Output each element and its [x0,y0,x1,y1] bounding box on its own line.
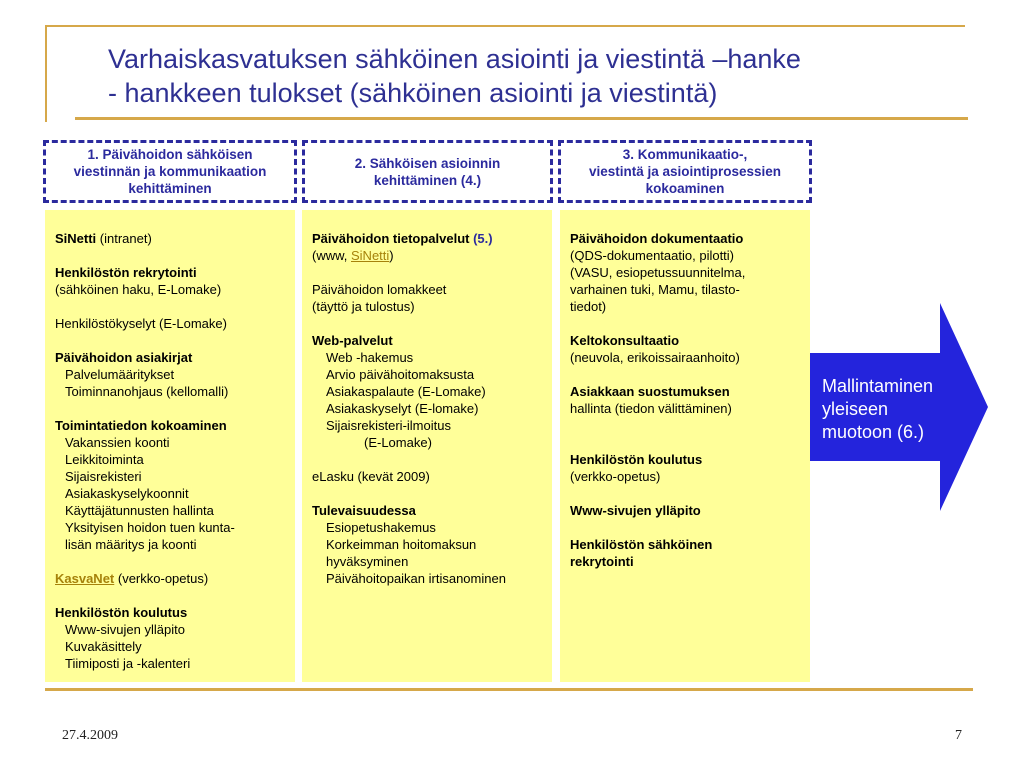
web-palvelut-heading: Web-palvelut [312,333,393,348]
list-item: Kuvakäsittely [65,639,142,654]
dokumentaatio-heading: Päivähoidon dokumentaatio [570,231,744,246]
header-1-line-1: 1. Päivähoidon sähköisen [87,147,253,162]
tulevaisuudessa-heading: Tulevaisuudessa [312,503,416,518]
header-box-3 [558,140,812,203]
footer-date: 27.4.2009 [62,728,118,743]
column-2 [302,210,552,682]
tietopalvelut-heading: Päivähoidon tietopalvelut [312,231,474,246]
slide-title [108,42,988,110]
www-yllapito-heading: Www-sivujen ylläpito [570,503,701,518]
arrow-label [822,375,972,444]
list-item: Yksityisen hoidon tuen kunta- [65,520,235,535]
list-item: Tiimiposti ja -kalenteri [65,656,191,671]
list-item: Korkeimman hoitomaksun [326,537,477,552]
header-3-line-1: 3. Kommunikaatio-, [622,147,748,162]
list-item: hyväksyminen [326,554,409,569]
lomakkeet-item: Päivähoidon lomakkeet [312,282,447,297]
header-1-line-2: viestinnän ja kommunikaation [73,164,267,179]
rekrytointi-heading-line-1: Henkilöstön sähköinen [570,537,713,552]
sinetti-link[interactable]: SiNetti [351,248,390,263]
rekrytointi-heading-line-2: rekrytointi [570,554,634,569]
list-item: Esiopetushakemus [326,520,436,535]
header-1-line-3: kehittäminen [128,181,212,196]
page-number: 7 [955,728,962,743]
keltokonsultaatio-heading: Keltokonsultaatio [570,333,680,348]
koulutus-heading: Henkilöstön koulutus [55,605,188,620]
dokumentaatio-line: varhainen tuki, Mamu, tilasto- [570,282,740,297]
arrow-line-3: muotoon (6.) [822,422,925,442]
dokumentaatio-line: (QDS-dokumentaatio, pilotti) [570,248,735,263]
koulutus-heading-3: Henkilöstön koulutus [570,452,703,467]
list-item: Www-sivujen ylläpito [65,622,185,637]
title-line-2: - hankkeen tulokset (sähköinen asiointi ja viestintä) [108,78,718,108]
list-item: lisän määritys ja koonti [65,537,197,552]
list-item: Asiakaskyselykoonnit [65,486,189,501]
list-item: Arvio päivähoitomaksusta [326,367,475,382]
list-item: Vakanssien koonti [65,435,170,450]
frame-left-line [45,25,47,122]
list-item: Sijaisrekisteri-ilmoitus [326,418,451,433]
sinetti-note: (intranet) [96,231,152,246]
www-prefix: (www, [312,248,351,263]
list-item: Asiakaspalaute (E-Lomake) [326,384,486,399]
kysely-item: Henkilöstökyselyt (E-Lomake) [55,316,227,331]
header-2-line-2: kehittäminen (4.) [373,172,482,188]
keltokonsultaatio-desc: (neuvola, erikoissairaanhoito) [570,350,740,365]
list-item: Sijaisrekisteri [65,469,142,484]
title-line-1: Varhaiskasvatuksen sähköinen asiointi ja viestintä –hanke [108,44,801,74]
column-3 [560,210,810,682]
list-item: Käyttäjätunnusten hallinta [65,503,214,518]
dokumentaatio-line: (VASU, esiopetussuunnitelma, [570,265,746,280]
header-2-line-1: 2. Sähköisen asioinnin [354,155,501,171]
frame-top-line [45,25,965,27]
toimintatieto-heading: Toimintatiedon kokoaminen [55,418,227,433]
header-box-1 [43,140,297,203]
header-3-line-2: viestintä ja asiointiprosessien [588,164,782,179]
suostumus-heading: Asiakkaan suostumuksen [570,384,730,399]
sinetti-label: SiNetti [55,231,97,246]
list-item: Palvelumääritykset [65,367,175,382]
list-item: Leikkitoiminta [65,452,144,467]
list-item: Web -hakemus [326,350,414,365]
rekry-heading: Henkilöstön rekrytointi [55,265,197,280]
column-1 [45,210,295,682]
header-box-2 [302,140,553,203]
list-item: (E-Lomake) [364,435,432,450]
kasvanet-link[interactable]: KasvaNet [55,571,115,586]
title-underline [75,117,968,120]
suostumus-desc: hallinta (tiedon välittäminen) [570,401,732,416]
asiakirjat-heading: Päivähoidon asiakirjat [55,350,193,365]
elasku-item: eLasku (kevät 2009) [312,469,430,484]
tietopalvelut-number: (5.) [473,231,493,246]
kasvanet-note: (verkko-opetus) [114,571,209,586]
koulutus-desc-3: (verkko-opetus) [570,469,661,484]
list-item: Asiakaskyselyt (E-lomake) [326,401,479,416]
arrow-line-2: yleiseen [822,399,889,419]
header-3-line-3: kokoaminen [645,181,725,196]
list-item: Toiminnanohjaus (kellomalli) [65,384,229,399]
list-item: Päivähoitopaikan irtisanominen [326,571,506,586]
rekry-desc: (sähköinen haku, E-Lomake) [55,282,222,297]
www-suffix: ) [389,248,394,263]
dokumentaatio-line: tiedot) [570,299,607,314]
lomakkeet-desc: (täyttö ja tulostus) [312,299,415,314]
bottom-divider [45,688,973,691]
arrow-line-1: Mallintaminen [822,376,934,396]
